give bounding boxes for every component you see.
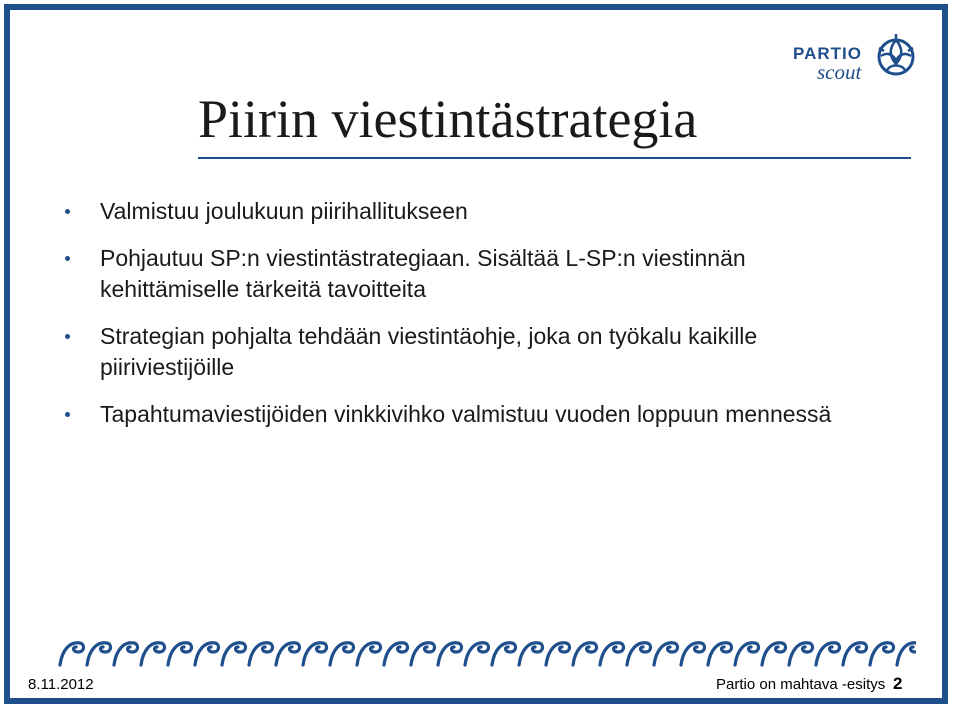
wave-segment [411,643,435,665]
wave-segment [330,643,354,665]
wave-segment [897,643,916,665]
bullet-text: Valmistuu joulukuun piirihallitukseen [100,198,468,224]
wave-segment [384,643,408,665]
wave-segment [870,643,894,665]
wave-segment [87,643,111,665]
logo-partio-text: PARTIO [793,44,862,63]
wave-segment [60,643,84,665]
bullet-item [60,321,860,383]
lily-emblem-icon [875,34,917,80]
logo-scout-text: scout [817,60,862,84]
wave-segment [600,643,624,665]
wave-segment [492,643,516,665]
partio-scout-logo [793,32,923,88]
wave-segment [681,643,705,665]
wave-segment [357,643,381,665]
wave-segment [546,643,570,665]
bullet-text: Strategian pohjalta tehdään viestintäohje, joka on työkalu kaikille piiriviestijöille [100,323,758,380]
wave-segment [573,643,597,665]
bullet-item [60,196,860,227]
wave-segment [168,643,192,665]
wave-segment [735,643,759,665]
wave-segment [195,643,219,665]
wave-segment [843,643,867,665]
slide-title: Piirin viestintästrategia [198,89,698,149]
wave-segment [114,643,138,665]
wave-segment [762,643,786,665]
bullet-item [60,243,860,305]
bullet-dot-icon [65,209,70,214]
bullet-list [60,196,860,430]
wave-segment [627,643,651,665]
wave-segment [816,643,840,665]
wave-segment [654,643,678,665]
bullet-dot-icon [65,412,70,417]
bullet-item [60,399,860,430]
wave-segment [465,643,489,665]
bullet-dot-icon [65,256,70,261]
footer-date: 8.11.2012 [28,676,94,693]
wave-segment [519,643,543,665]
wave-segment [222,643,246,665]
wave-segment [438,643,462,665]
wave-segment [789,643,813,665]
wave-pattern-band [58,638,916,668]
wave-segment [276,643,300,665]
wave-segment [303,643,327,665]
bullet-dot-icon [65,334,70,339]
wave-segment [708,643,732,665]
bullet-text: Pohjautuu SP:n viestintästrategiaan. Sisältää L-SP:n viestinnän kehittämiselle tärkeitä tavoitteita [100,245,746,302]
wave-segment [249,643,273,665]
wave-segment [141,643,165,665]
page-number: 2 [893,674,903,693]
footer-presentation-title: Partio on mahtava -esitys [716,676,886,693]
bullet-text: Tapahtumaviestijöiden vinkkivihko valmistuu vuoden loppuun mennessä [100,401,832,427]
title-divider [198,157,911,159]
